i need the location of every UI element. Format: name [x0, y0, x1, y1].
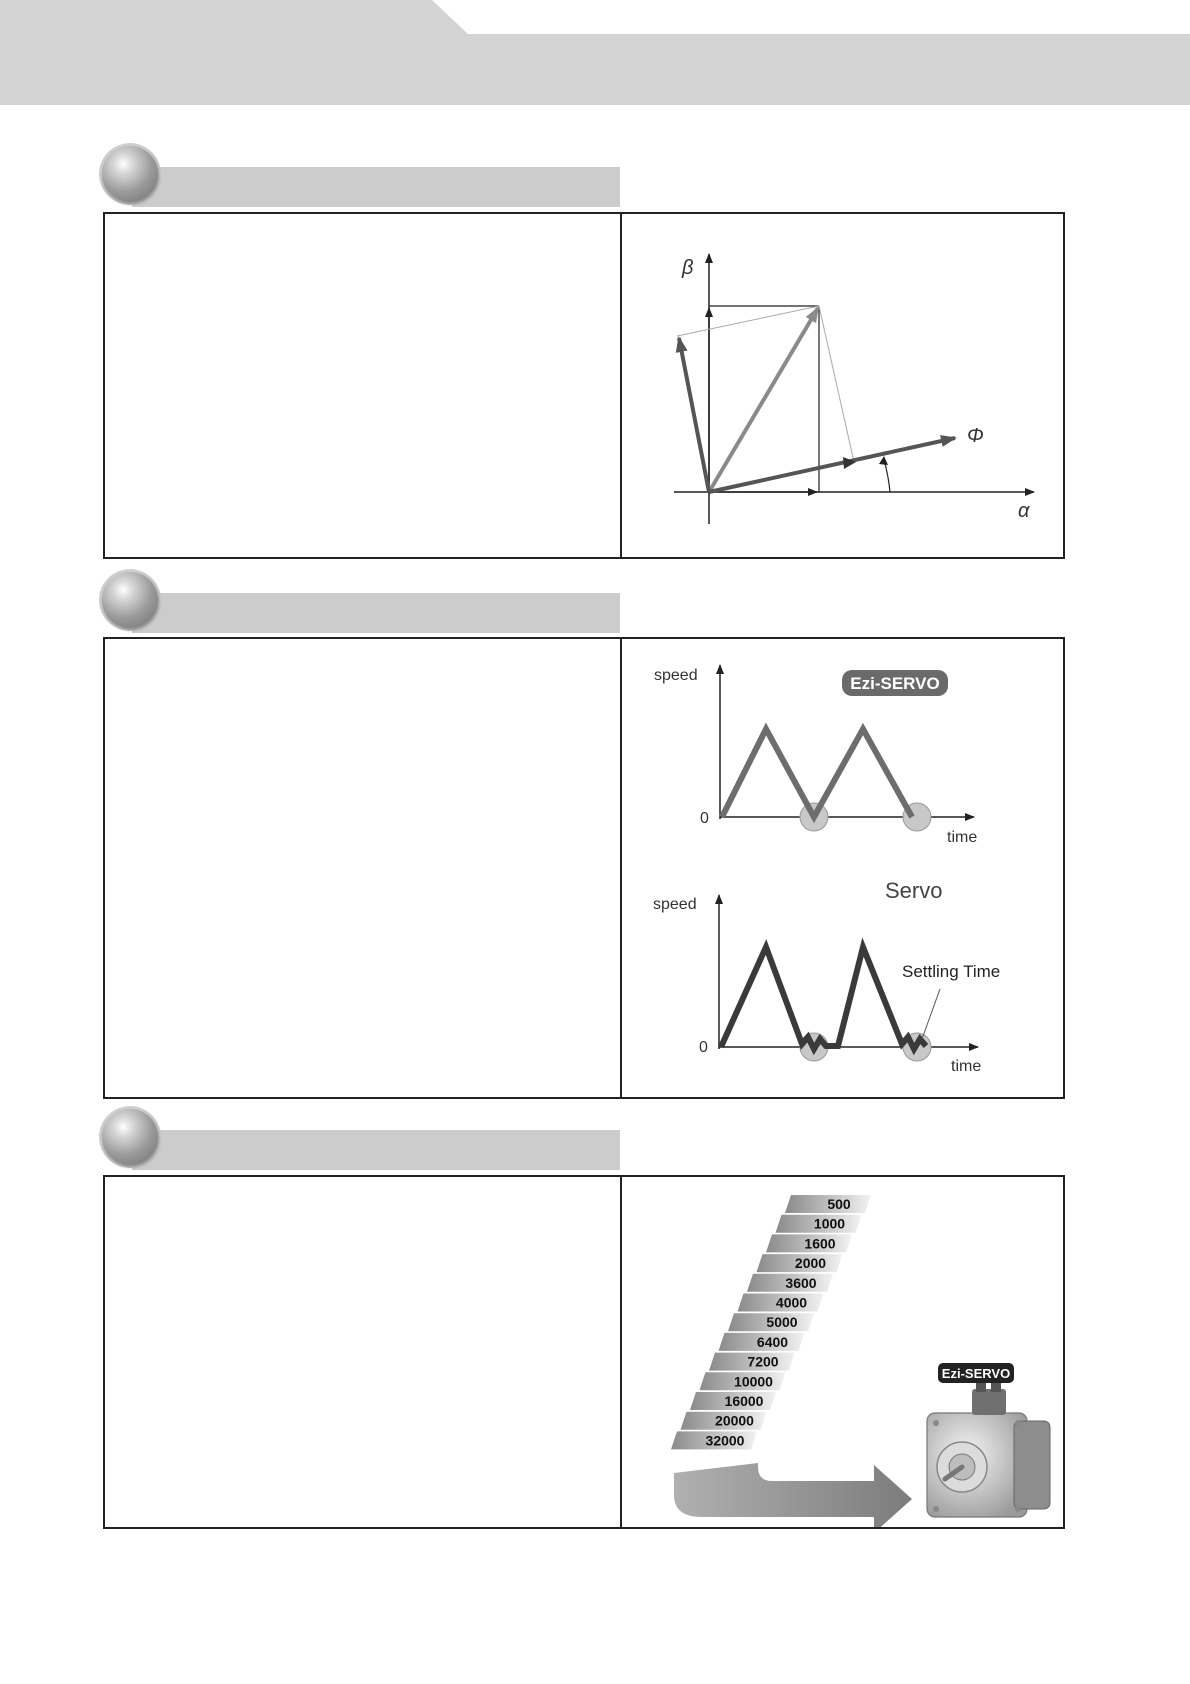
speed-profile-line	[721, 947, 926, 1049]
servo-speed-chart	[653, 878, 1000, 1075]
phi-label: Φ	[967, 425, 984, 447]
section-header-bar	[132, 593, 620, 633]
speed-profile-diagram	[622, 639, 1065, 1097]
badge-label: Ezi-SERVO	[850, 674, 940, 693]
resolution-value: 16000	[724, 1393, 764, 1409]
resolution-value: 1000	[813, 1215, 846, 1232]
resolution-staircase	[622, 1177, 1065, 1527]
construction-line	[677, 306, 819, 336]
resolution-value: 7200	[747, 1353, 779, 1370]
resolution-value: 3600	[785, 1274, 817, 1291]
bullet-sphere-icon	[102, 572, 158, 628]
resolution-value: 10000	[734, 1373, 773, 1390]
resolution-value: 20000	[715, 1412, 754, 1429]
panel-speed-profiles	[103, 637, 1065, 1099]
flux-vector	[709, 438, 955, 492]
zero-label: 0	[700, 810, 709, 827]
chart-title: Servo	[885, 878, 943, 903]
construction-line	[819, 306, 854, 462]
angle-arc-arrow	[879, 456, 888, 465]
resolution-value: 32000	[705, 1432, 745, 1449]
resolution-value: 6400	[756, 1333, 789, 1350]
servo-motor-icon	[927, 1382, 1050, 1517]
section-header-2	[102, 572, 622, 634]
x-axis-label: time	[947, 829, 978, 846]
ezi-servo-speed-chart	[654, 665, 977, 846]
alpha-label: α	[1018, 500, 1030, 522]
resolution-value: 5000	[766, 1314, 798, 1331]
zero-label: 0	[699, 1039, 708, 1056]
base-arrow	[674, 1463, 912, 1527]
bullet-sphere-icon	[102, 146, 158, 202]
resolution-value: 4000	[775, 1294, 808, 1311]
x-axis-label: time	[951, 1058, 982, 1075]
speed-profile-figure	[622, 639, 1063, 1097]
panel-vector-control	[103, 212, 1065, 559]
y-axis-label: speed	[653, 896, 697, 913]
section-header-1	[102, 146, 622, 208]
top-band	[0, 0, 1190, 105]
resolution-value: 500	[827, 1196, 851, 1212]
section-header-bar	[132, 167, 620, 207]
current-vector	[709, 308, 818, 492]
settling-time-callout: Settling Time	[902, 962, 1001, 981]
resolution-value: 1600	[804, 1235, 836, 1252]
bullet-sphere-icon	[102, 1109, 158, 1165]
torque-vector	[679, 338, 709, 492]
resolution-value: 2000	[794, 1255, 827, 1272]
callout-leader	[922, 989, 940, 1039]
top-band-shape	[0, 0, 1190, 105]
y-axis-label: speed	[654, 667, 698, 684]
badge-label: Ezi-SERVO	[941, 1366, 1011, 1381]
vector-diagram-figure	[622, 214, 1063, 557]
resolution-figure	[622, 1177, 1063, 1527]
vector-diagram	[622, 214, 1065, 557]
panel-resolution	[103, 1175, 1065, 1529]
beta-label: β	[682, 257, 694, 279]
section-header-bar	[132, 1130, 620, 1170]
section-header-3	[102, 1109, 622, 1171]
